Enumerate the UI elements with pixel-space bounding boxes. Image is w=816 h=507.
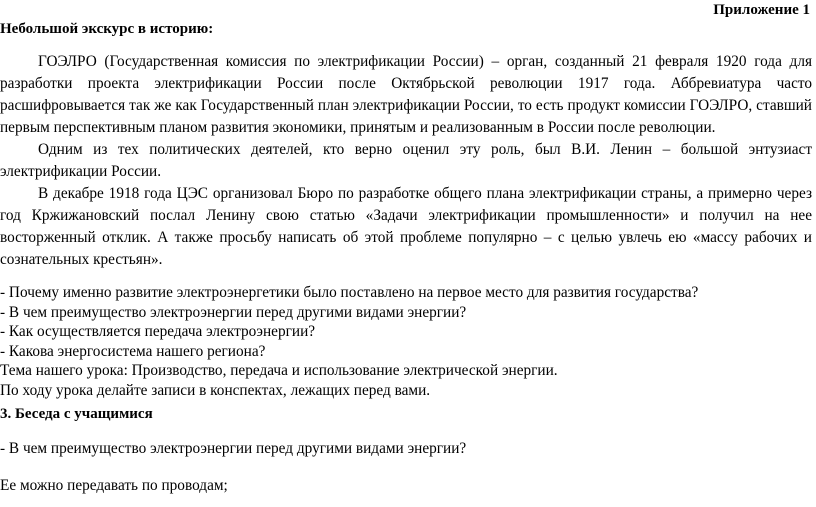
section-question: - В чем преимущество электроэнергии перед другими видами энергии? xyxy=(0,440,467,457)
paragraph-goelro: ГОЭЛРО (Государственная комиссия по электрификации России) – орган, созданный 21 февраля 1920 года для разработки проекта электрификации России после Октябрьской революции 1917 года. Аббревиатура часто расшифровывается так же как Государственный план электрификации России, то есть продукт комиссии ГОЭЛРО, ставший первым перспективным планом развития экономики, принятым и реализованным в России после революции. xyxy=(0,53,812,136)
history-heading: Небольшой экскурс в историю: xyxy=(0,21,214,37)
question-line: - Почему именно развитие электроэнергетики было поставлено на первое место для развития государства? xyxy=(0,284,699,301)
section-title: 3. Беседа с учащимися xyxy=(0,406,153,422)
question-line: - Как осуществляется передача электроэнергии? xyxy=(0,323,316,340)
paragraph-bureau: В декабре 1918 года ЦЭС организовал Бюро по разработке общего плана электрификации страны, а примерно через год Кржижановский послал Ленину свою статью «Задачи электрификации промышленности» и получил на нее восторженный отклик. А также просьбу написать об этой проблеме популярно – с целью увлечь ею «массу рабочих и сознательных крестьян». xyxy=(0,185,812,268)
answer-line: Ее можно передавать по проводам; xyxy=(0,477,228,494)
instruction-line: По ходу урока делайте записи в конспектах, лежащих перед вами. xyxy=(0,381,431,399)
questions-block xyxy=(0,283,698,400)
question-line: - В чем преимущество электроэнергии перед другими видами энергии? xyxy=(0,303,467,321)
paragraph-lenin: Одним из тех политических деятелей, кто верно оценил эту роль, был В.И. Ленин – большой энтузиаст электрификации России. xyxy=(0,141,812,180)
question-line: - Какова энергосистема нашего региона? xyxy=(0,342,266,360)
appendix-label: Приложение 1 xyxy=(713,2,810,18)
lesson-topic: Тема нашего урока: Производство, передача и использование электрической энергии. xyxy=(0,362,558,379)
